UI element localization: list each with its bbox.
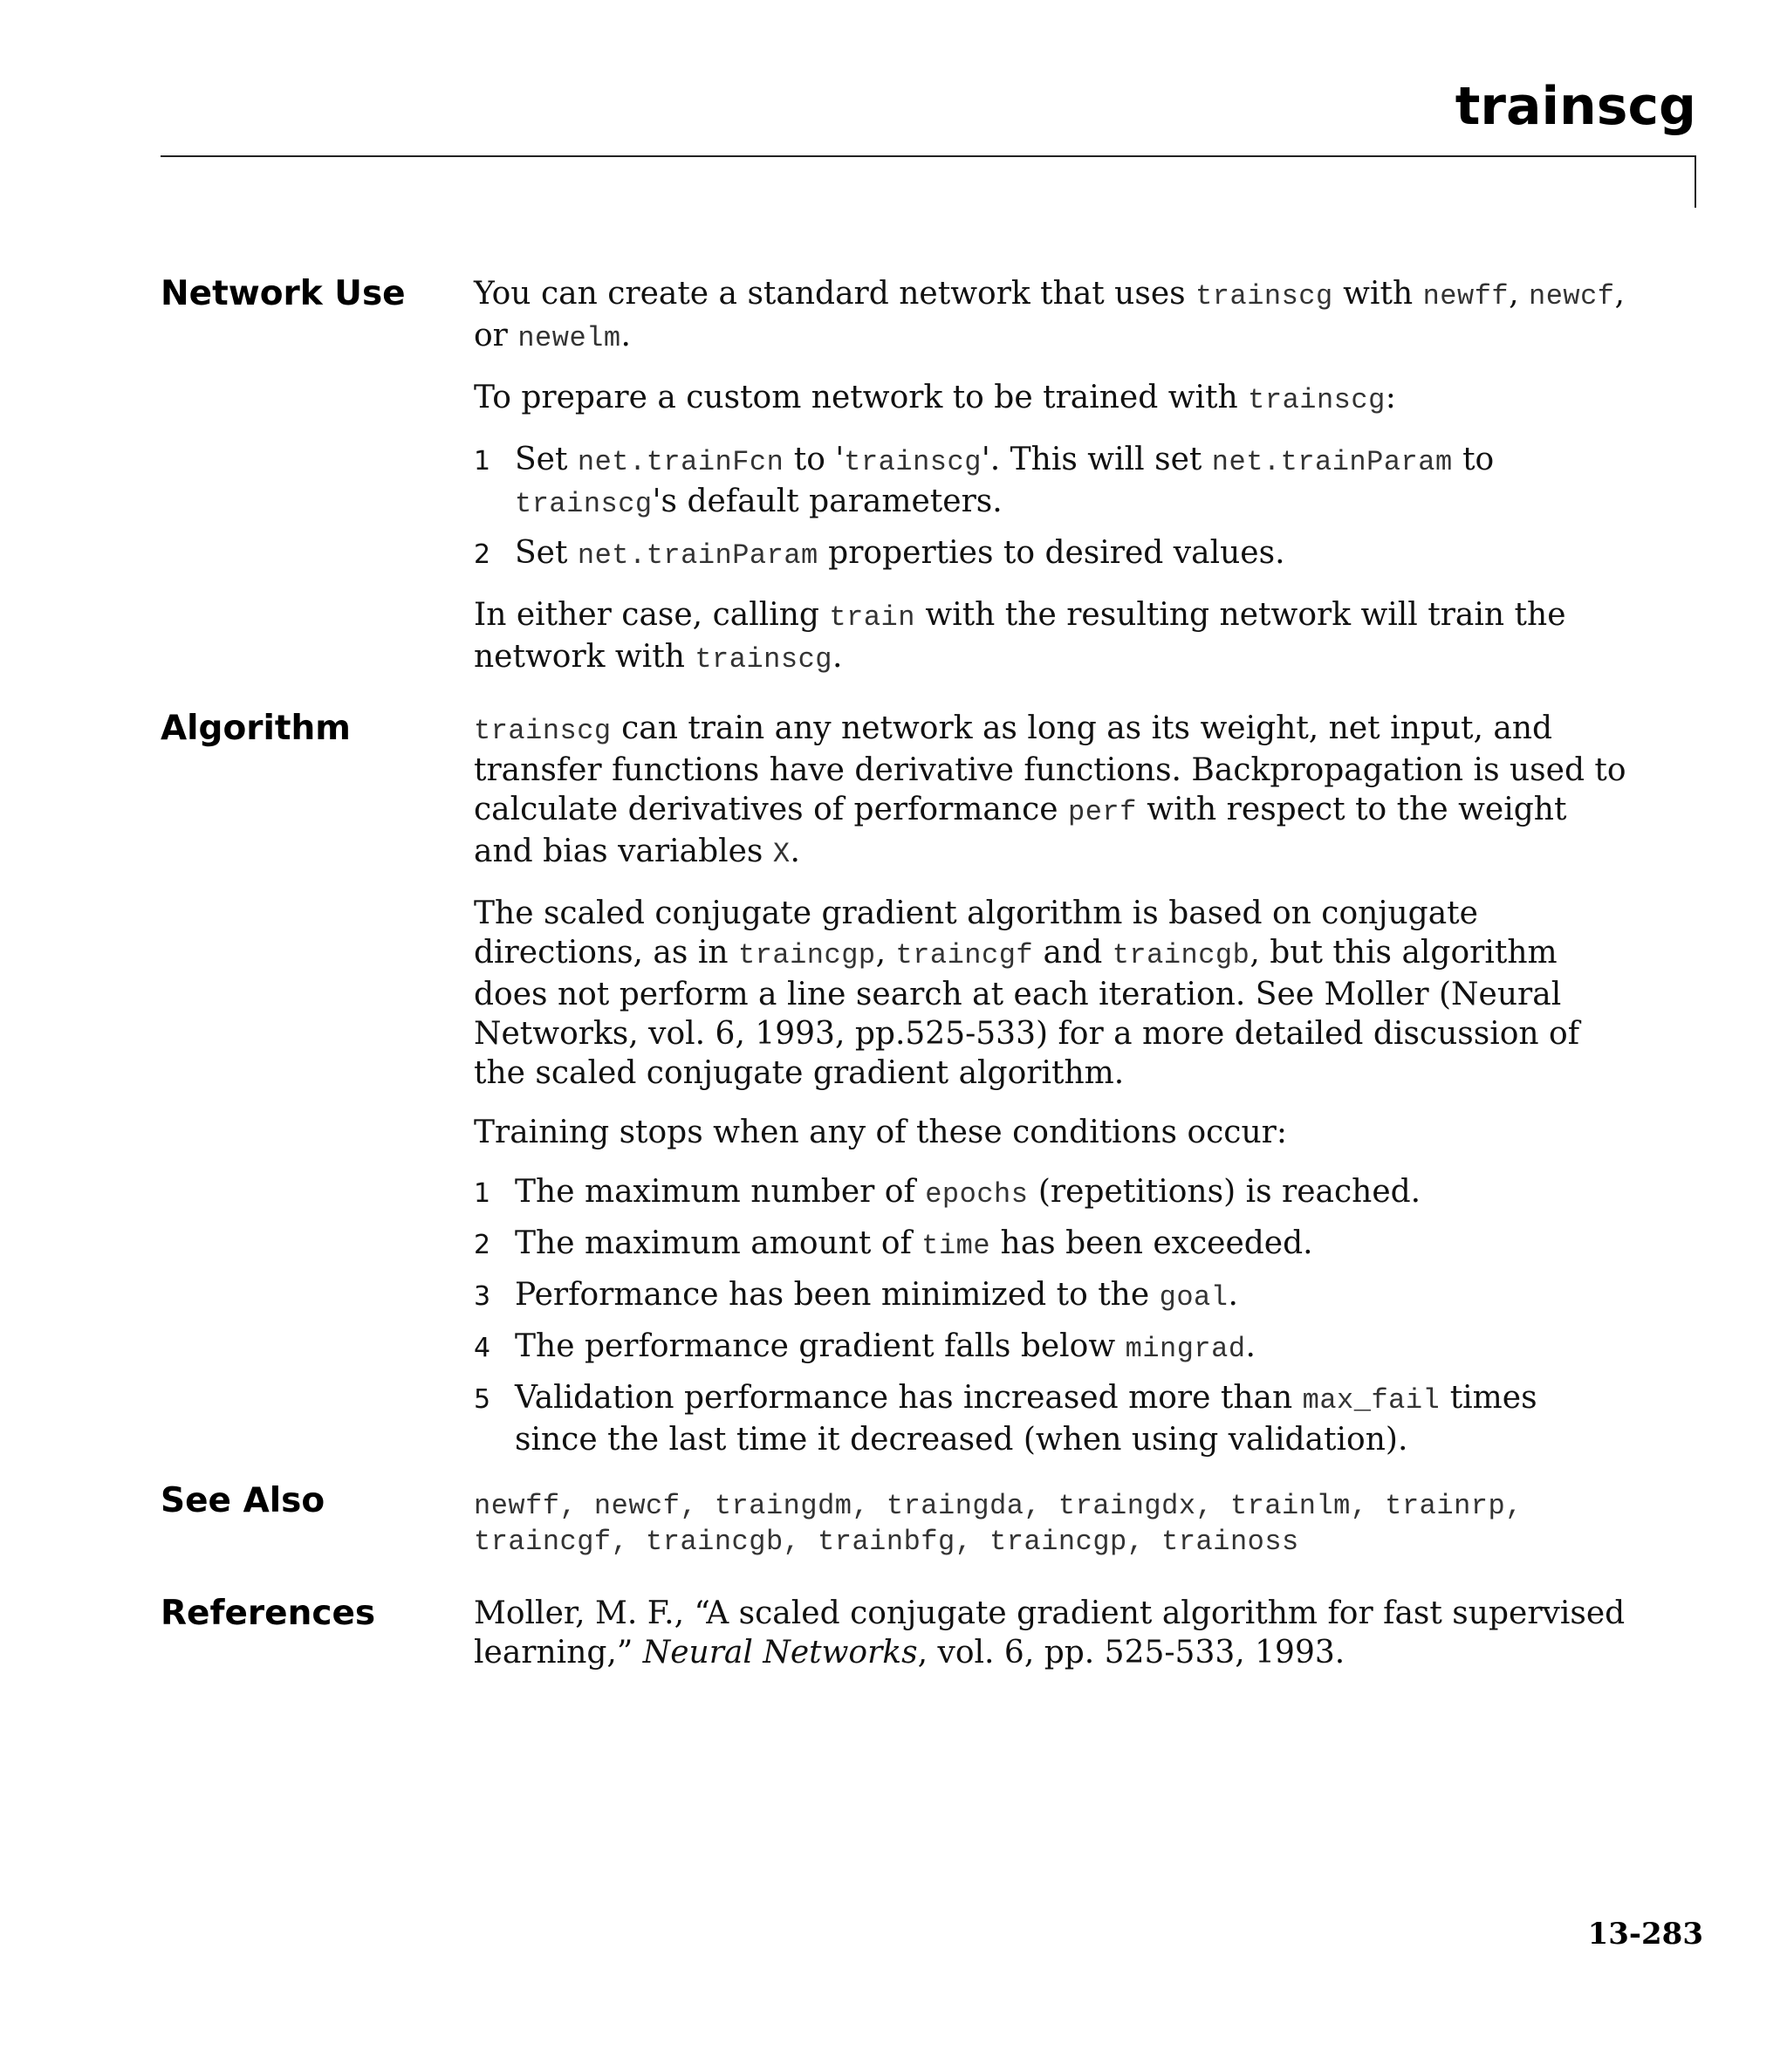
header-rule-corner: [1695, 155, 1696, 208]
page-title: trainscg: [1455, 76, 1696, 137]
list-item: 2 Set net.trainParam properties to desired values.: [474, 535, 1285, 572]
network-use-paragraph-3: In either case, calling train with the resulting network will train the network with trainscg.: [474, 597, 1566, 676]
stop-conditions-list: [474, 1172, 1627, 1459]
reference-citation: Moller, M. F., “A scaled conjugate gradient algorithm for fast supervised learning,” Neural Networks, vol. 6, pp. 525-533, 1993.: [474, 1595, 1626, 1671]
algorithm-body: [474, 709, 1627, 1479]
algorithm-paragraph-2: The scaled conjugate gradient algorithm is based on conjugate directions, as in traincgp, traincgf and traincgb, but this algorithm does not perform a line search at each iteration. See Moller (Neural Networks, vol. 6, 1993, pp.525-533) for a more detailed discussion of the scaled conjugate gradient algorithm.: [474, 895, 1580, 1091]
algorithm-paragraph-1: trainscg can train any network as long as its weight, net input, and transfer functions have derivative functions. Backpropagation is used to calculate derivatives of performance perf with respect to the weight and bias variables X.: [474, 710, 1626, 870]
list-item: 1 The maximum number of epochs (repetitions) is reached.: [474, 1174, 1421, 1211]
list-item: 2 The maximum amount of time has been exceeded.: [474, 1225, 1313, 1262]
network-use-heading: Network Use: [161, 274, 406, 313]
see-also-line-1: newff, newcf, traingdm, traingda, traingdx, trainlm, trainrp,: [474, 1490, 1523, 1522]
list-item: 5 Validation performance has increased more than max_fail times since the last time it decreased (when using validation).: [474, 1380, 1537, 1458]
network-use-paragraph-2: To prepare a custom network to be trained with trainscg:: [474, 380, 1396, 416]
references-body: [474, 1594, 1627, 1692]
list-item: 4 The performance gradient falls below mingrad.: [474, 1328, 1256, 1365]
header-rule: [161, 155, 1696, 157]
setup-steps-list: [474, 440, 1627, 575]
see-also-body: [474, 1488, 1627, 1560]
list-item: 1 Set net.trainFcn to 'trainscg'. This will set net.trainParam to trainscg's default parameters.: [474, 442, 1495, 520]
references-heading: References: [161, 1594, 376, 1633]
network-use-body: [474, 274, 1627, 699]
see-also-line-2: traincgf, traincgb, trainbfg, traincgp, trainoss: [474, 1526, 1299, 1558]
see-also-heading: See Also: [161, 1481, 325, 1520]
algorithm-heading: Algorithm: [161, 709, 351, 748]
algorithm-paragraph-3: Training stops when any of these conditions occur:: [474, 1115, 1287, 1150]
list-item: 3 Performance has been minimized to the goal.: [474, 1277, 1238, 1314]
network-use-paragraph-1: You can create a standard network that uses trainscg with newff, newcf, or newelm.: [474, 276, 1625, 354]
page-number: 13-283: [1587, 1917, 1703, 1952]
